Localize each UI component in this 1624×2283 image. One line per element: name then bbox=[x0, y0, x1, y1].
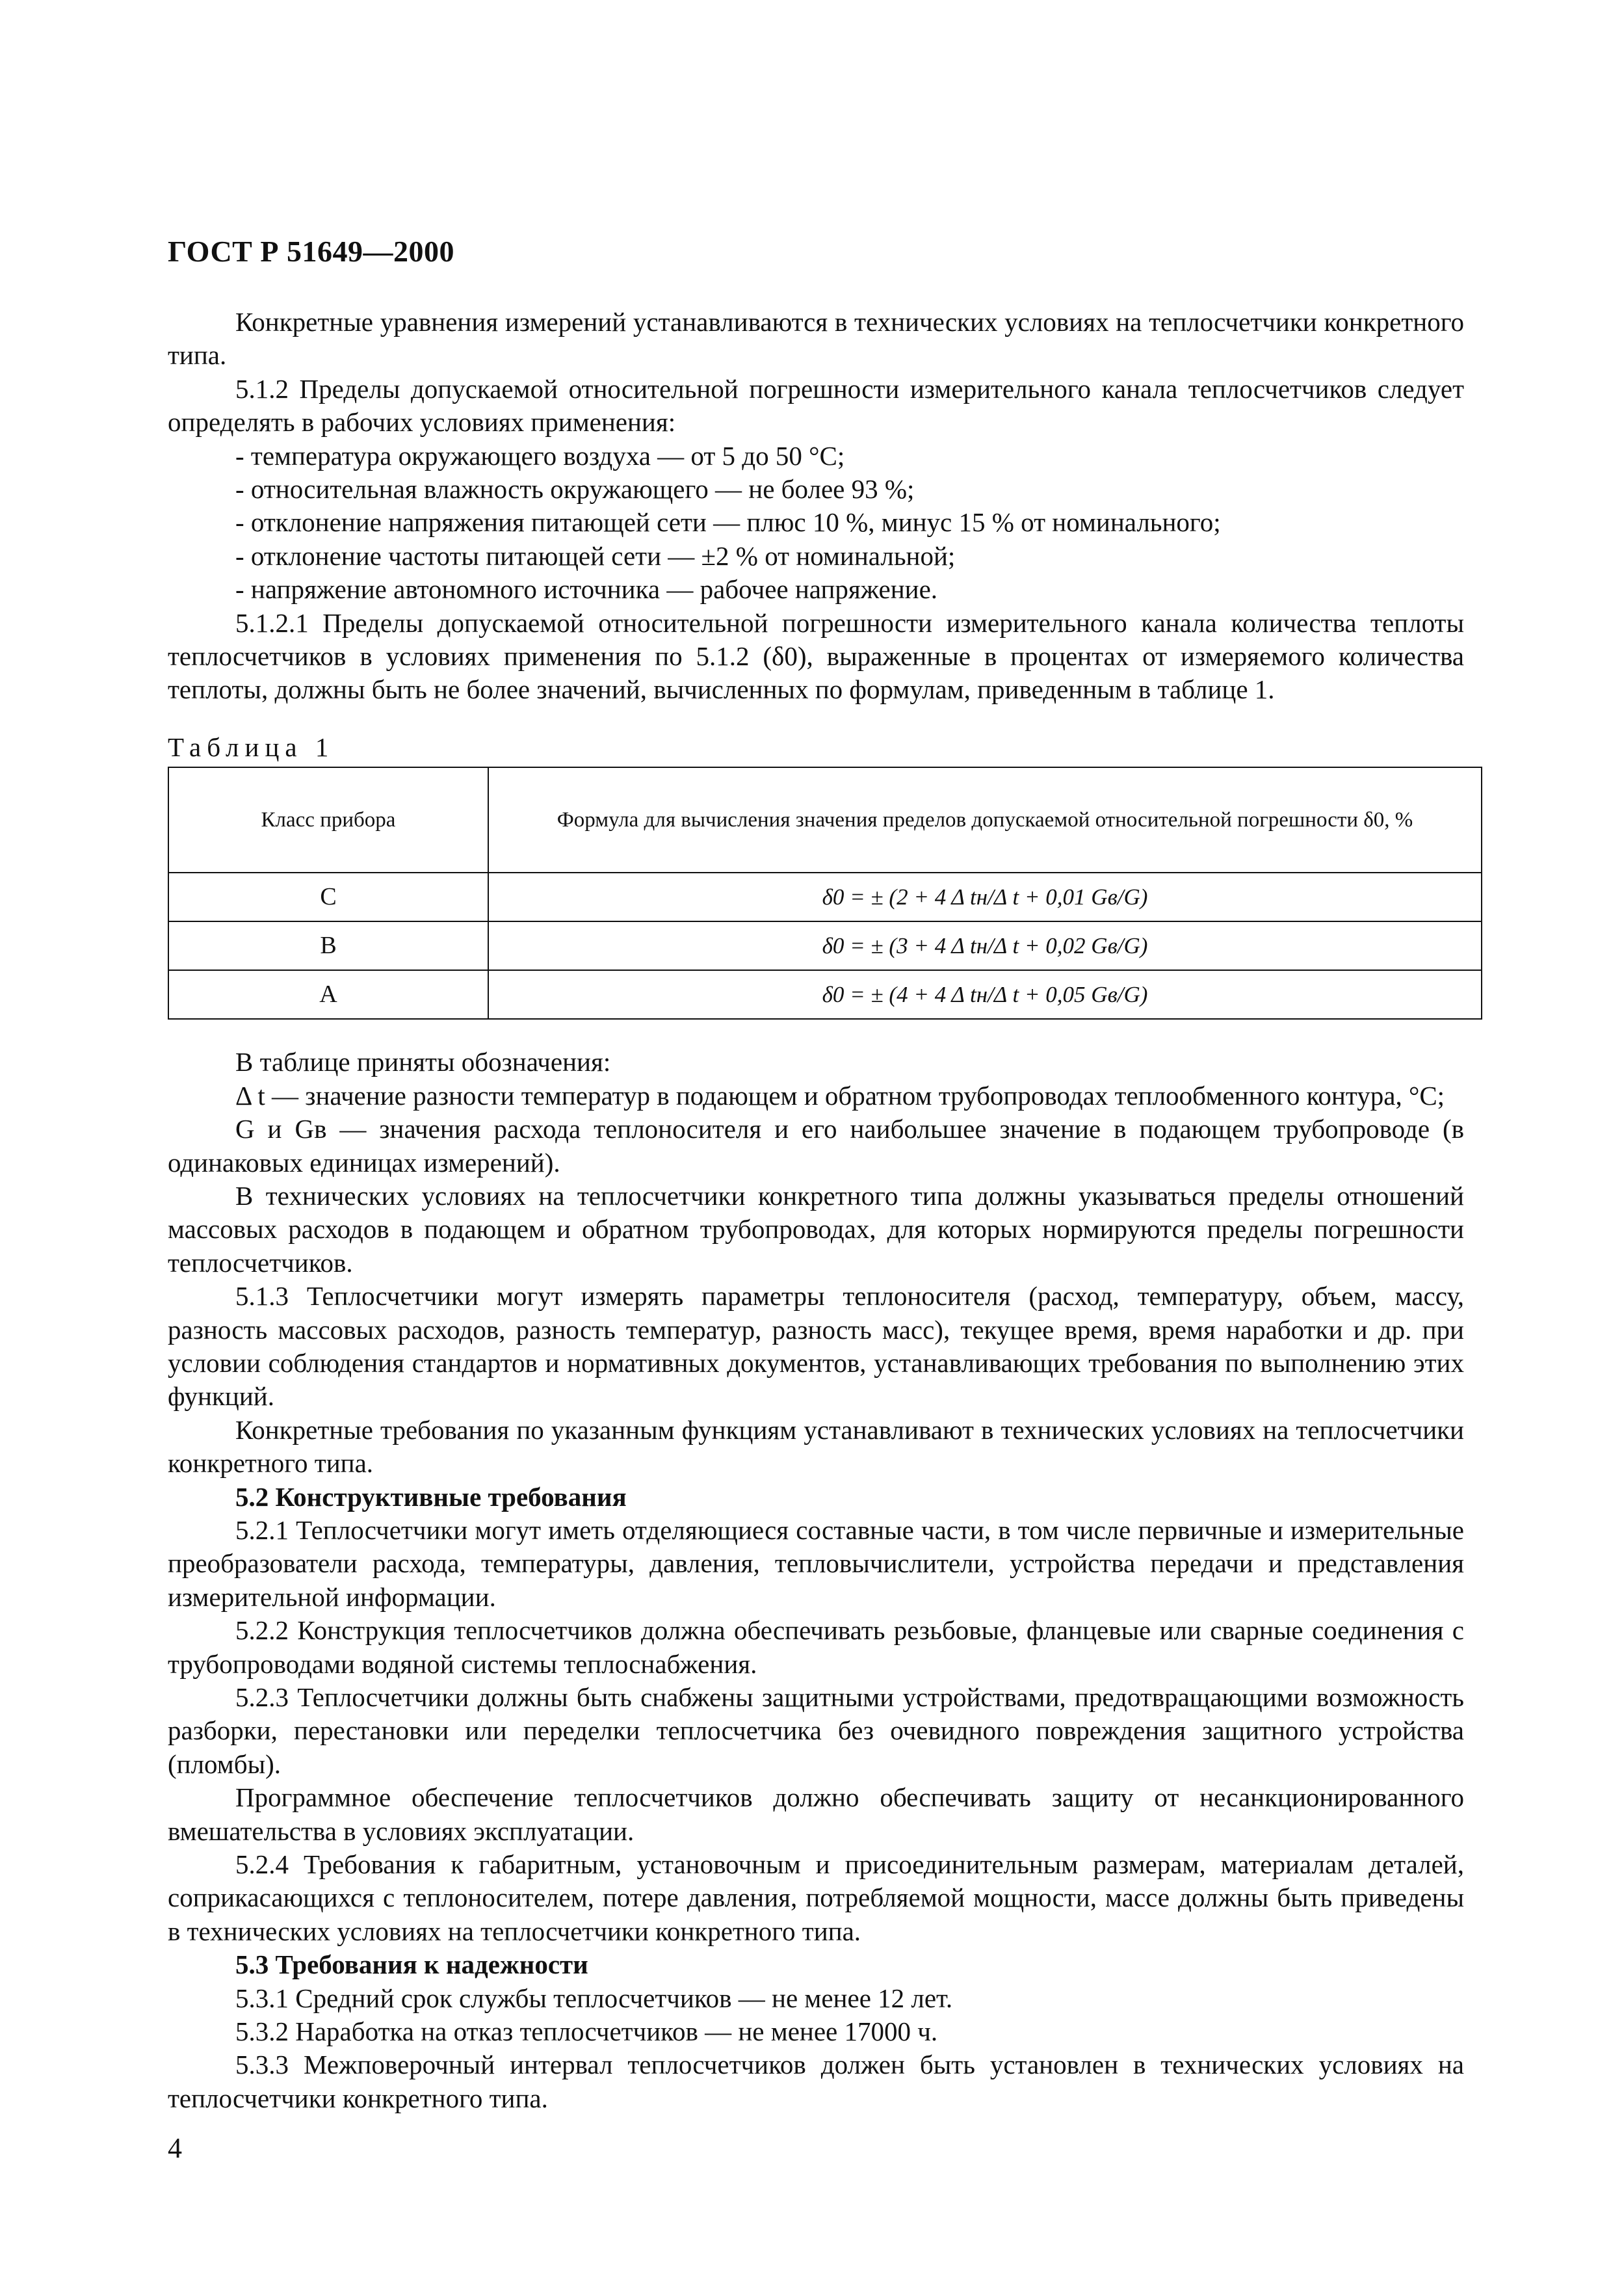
table-caption: Таблица 1 bbox=[168, 732, 335, 762]
device-class-cell: А bbox=[168, 970, 488, 1019]
paragraph: 5.2.1 Теплосчетчики могут иметь отделяющиеся составные части, в том числе первичные и измерительные преобразователи расхода, температуры, давления, тепловычислители, устройства передачи и представления измерительной информации. bbox=[168, 1514, 1464, 1612]
paragraph: 5.2.2 Конструкция теплосчетчиков должна обеспечивать резьбовые, фланцевые или сварные соединения с трубопроводами водяной системы теплоснабжения. bbox=[168, 1615, 1464, 1679]
formula-cell: δ0 = ± (2 + 4 Δ tн/Δ t + 0,01 Gв/G) bbox=[488, 873, 1482, 921]
section-heading: 5.2 Конструктивные требования bbox=[235, 1481, 627, 1512]
device-class-cell: В bbox=[168, 921, 488, 970]
paragraph: 5.1.2 Пределы допускаемой относительной погрешности измерительного канала теплосчетчиков следует определять в рабочих условиях применения: bbox=[168, 373, 1464, 438]
paragraph: G и Gв — значения расхода теплоносителя и его наибольшее значение в подающем трубопроводе (в одинаковых единицах измерений). bbox=[168, 1114, 1464, 1178]
table-header-row bbox=[168, 767, 1482, 873]
section-heading: 5.3 Требования к надежности bbox=[235, 1949, 588, 1980]
paragraph: 5.3.2 Наработка на отказ теплосчетчиков — не менее 17000 ч. bbox=[235, 2016, 938, 2047]
formula-cell: δ0 = ± (3 + 4 Δ tн/Δ t + 0,02 Gв/G) bbox=[488, 921, 1482, 970]
paragraph: Конкретные требования по указанным функциям устанавливают в технических условиях на теплосчетчики конкретного типа. bbox=[168, 1414, 1464, 1479]
page-number: 4 bbox=[168, 2132, 182, 2164]
paragraph: Программное обеспечение теплосчетчиков должно обеспечивать защиту от несанкционированного вмешательства в условиях эксплуатации. bbox=[168, 1782, 1464, 1846]
list-item: - напряжение автономного источника — рабочее напряжение. bbox=[235, 574, 938, 605]
list-item: - отклонение напряжения питающей сети — плюс 10 %, минус 15 % от номинального; bbox=[235, 507, 1221, 538]
paragraphs-bottom bbox=[168, 1046, 1464, 2115]
paragraph: 5.2.3 Теплосчетчики должны быть снабжены защитными устройствами, предотвращающими возможность разборки, перестановки или переделки теплосчетчика без очевидного повреждения защитного устройства (пломбы). bbox=[168, 1682, 1464, 1779]
paragraph: Δ t — значение разности температур в подающем и обратном трубопроводах теплообменного контура, °С; bbox=[235, 1080, 1445, 1111]
table-1 bbox=[168, 767, 1482, 1020]
table-row bbox=[168, 873, 1482, 921]
table-row bbox=[168, 970, 1482, 1019]
device-class-cell: С bbox=[168, 873, 488, 921]
list-item: - температура окружающего воздуха — от 5 до 50 °С; bbox=[235, 440, 845, 471]
paragraphs-top bbox=[168, 306, 1464, 707]
paragraph: Конкретные уравнения измерений устанавливаются в технических условиях на теплосчетчики конкретного типа. bbox=[168, 307, 1464, 371]
paragraph: 5.1.2.1 Пределы допускаемой относительной погрешности измерительного канала количества теплоты теплосчетчиков в условиях применения по 5.1.2 (δ0), выраженные в процентах от измеряемого количества теплоты, должны быть не более значений, вычисленных по формулам, приведенным в таблице 1. bbox=[168, 607, 1464, 705]
paragraph: 5.2.4 Требования к габаритным, установочным и присоединительным размерам, материалам деталей, соприкасающихся с теплоносителем, потере давления, потребляемой мощности, массе должны быть приведены в технических условиях на теплосчетчики конкретного типа. bbox=[168, 1849, 1464, 1946]
table-header-formula: Формула для вычисления значения пределов допускаемой относительной погрешности δ0, % bbox=[488, 767, 1482, 873]
paragraph: В таблице приняты обозначения: bbox=[235, 1047, 611, 1077]
body-text bbox=[168, 306, 1464, 2115]
paragraph: 5.1.3 Теплосчетчики могут измерять параметры теплоносителя (расход, температуру, объем, массу, разность массовых расходов, разность температур, разность масс), текущее время, время наработки и др. при условии соблюдения стандартов и нормативных документов, устанавливающих требования по выполнению этих функций. bbox=[168, 1281, 1464, 1412]
table-header-class: Класс прибора bbox=[168, 767, 488, 873]
paragraph: В технических условиях на теплосчетчики конкретного типа должны указываться пределы отношений массовых расходов в подающем и обратном трубопроводах, для которых нормируются пределы погрешности теплосчетчиков. bbox=[168, 1180, 1464, 1278]
formula-cell: δ0 = ± (4 + 4 Δ tн/Δ t + 0,05 Gв/G) bbox=[488, 970, 1482, 1019]
list-item: - относительная влажность окружающего — не более 93 %; bbox=[235, 474, 915, 505]
paragraph: 5.3.3 Межповерочный интервал теплосчетчиков должен быть установлен в технических условиях на теплосчетчики конкретного типа. bbox=[168, 2050, 1464, 2113]
table-row bbox=[168, 921, 1482, 970]
document-header: ГОСТ Р 51649—2000 bbox=[168, 235, 454, 268]
list-item: - отклонение частоты питающей сети — ±2 % от номинальной; bbox=[235, 540, 956, 571]
paragraph: 5.3.1 Средний срок службы теплосчетчиков — не менее 12 лет. bbox=[235, 1983, 953, 2013]
